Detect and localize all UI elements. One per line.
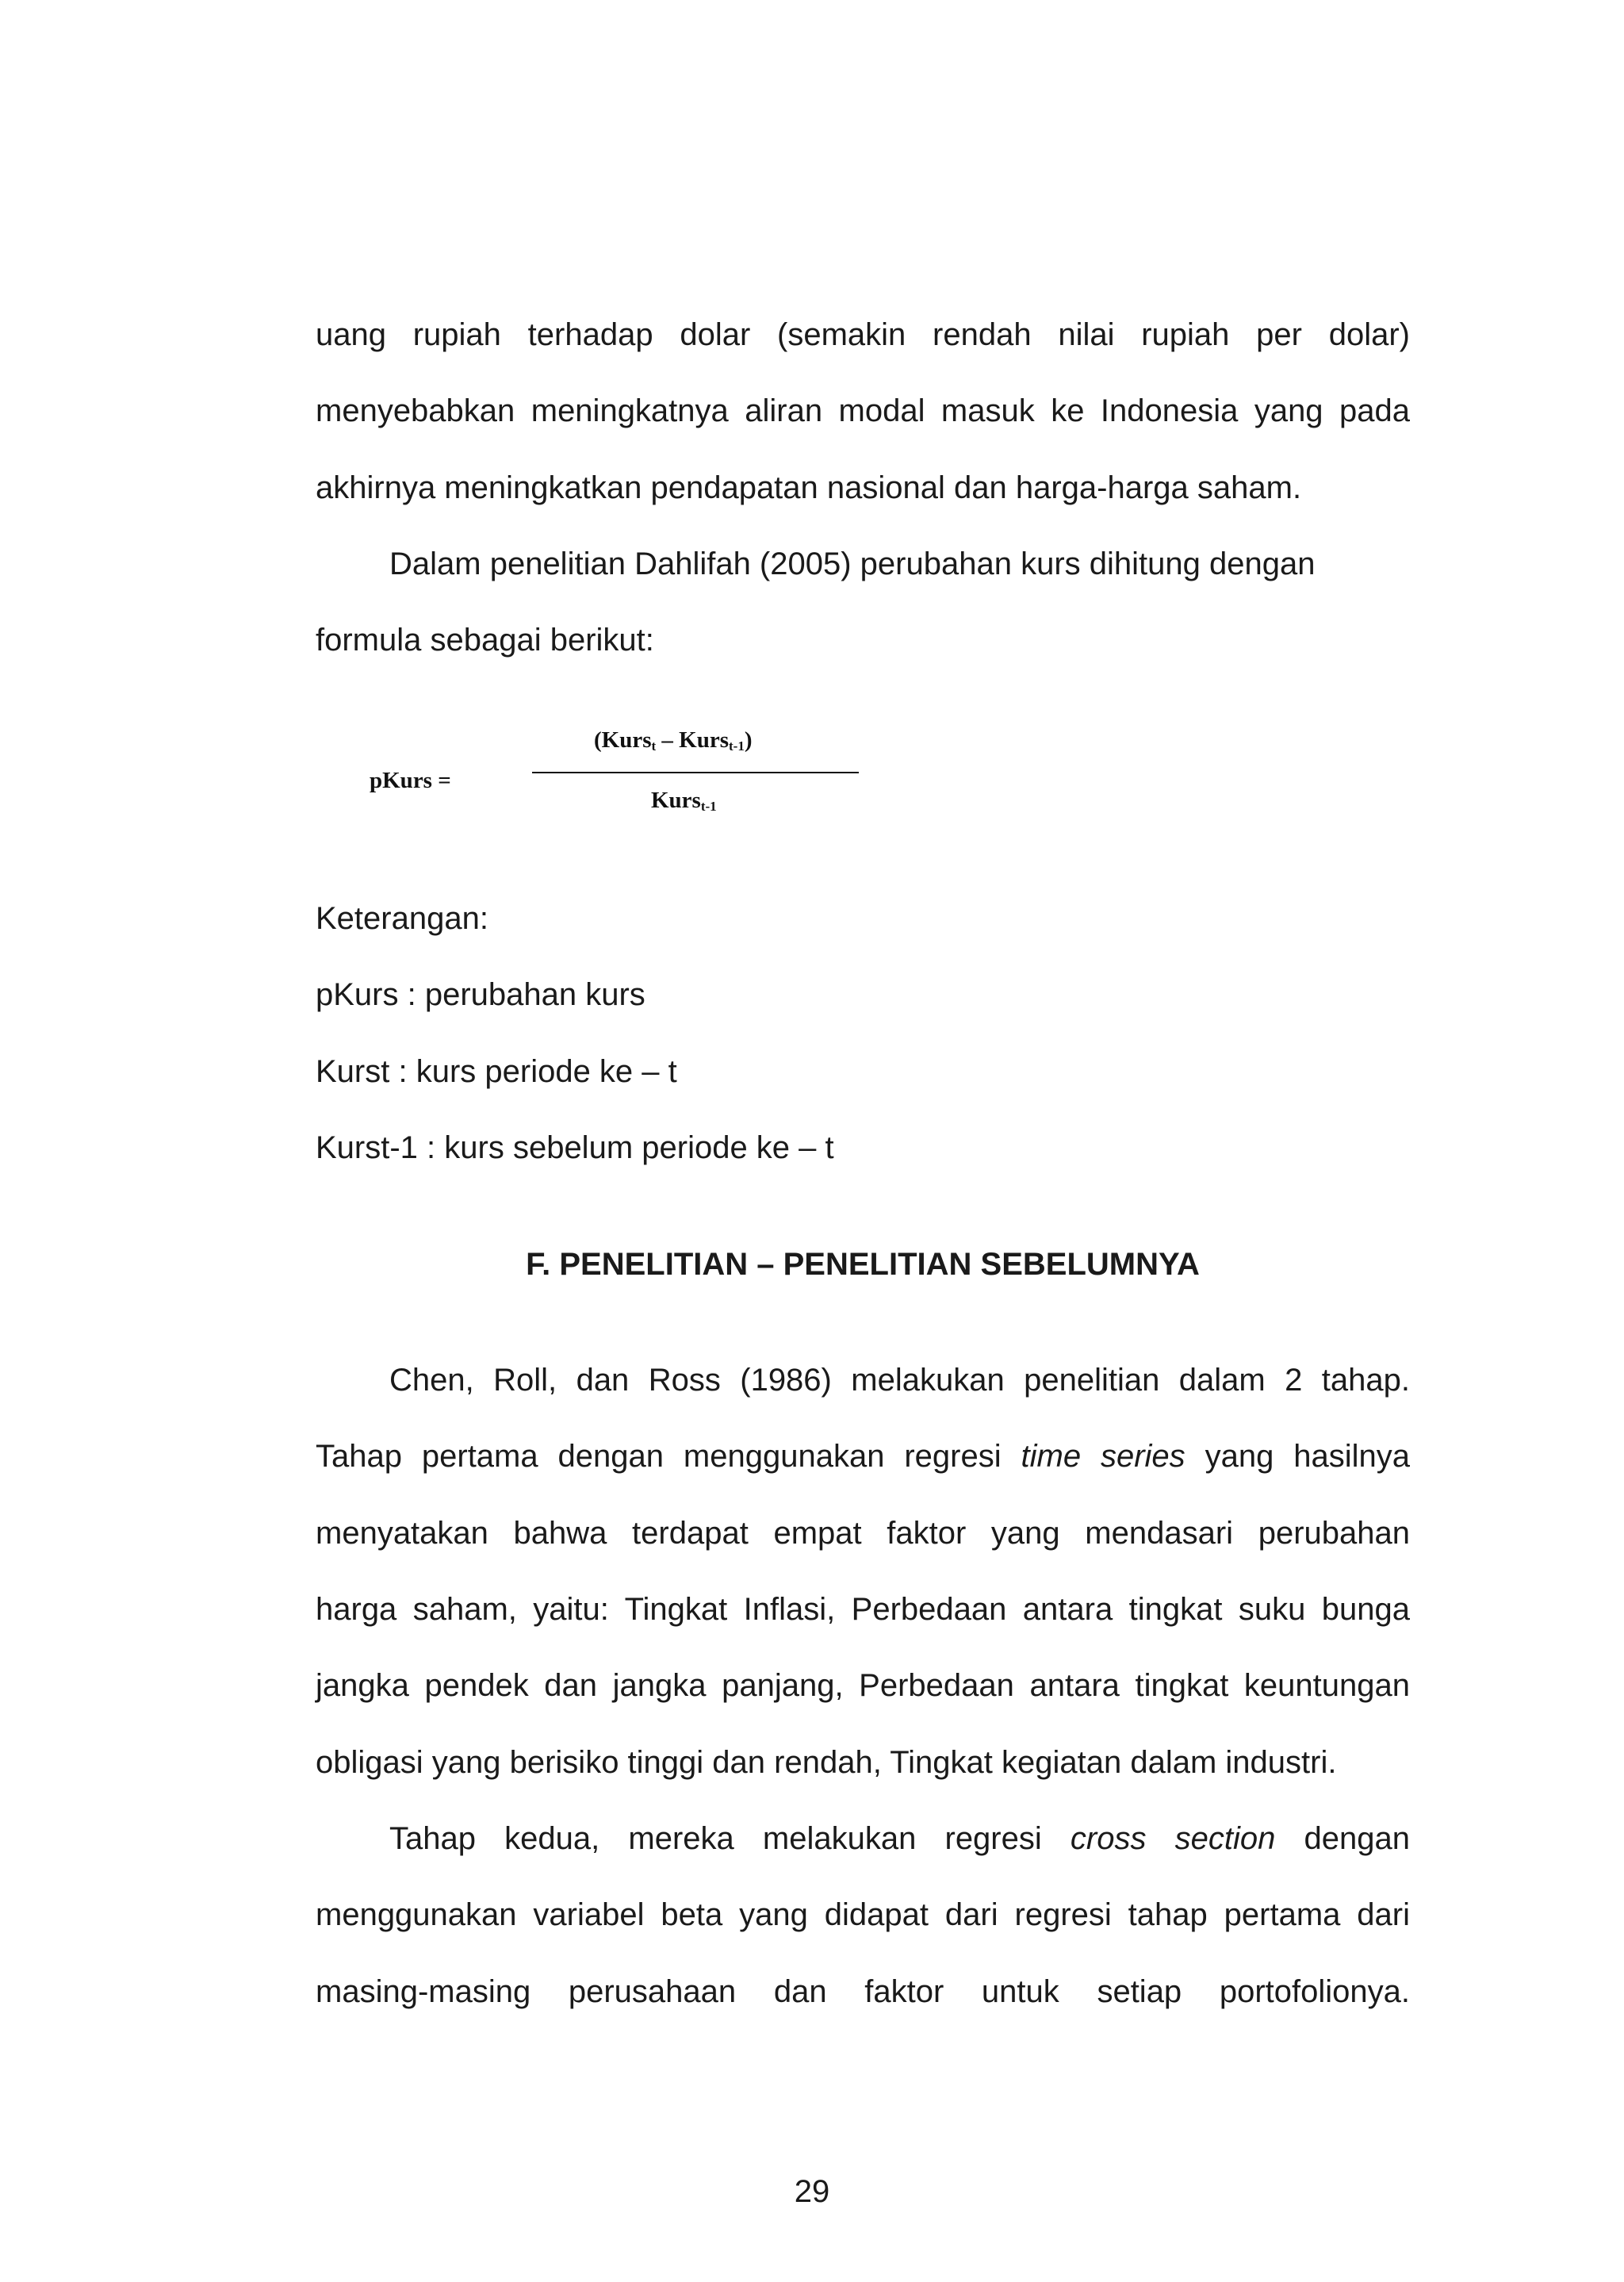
fraction-bar (532, 772, 859, 773)
formula-numerator (594, 727, 753, 754)
formula-text: ) (744, 727, 753, 753)
paragraph-line: jangka pendek dan jangka panjang, Perbedaan antara tingkat keuntungan (316, 1668, 1410, 1703)
legend-item: Kurst : kurs periode ke – t (316, 1054, 677, 1089)
paragraph-line: menyatakan bahwa terdapat empat faktor yang mendasari perubahan (316, 1516, 1410, 1551)
paragraph-line (389, 1820, 1410, 1858)
formula-subscript: t-1 (700, 799, 717, 814)
italic-term: cross section (1070, 1821, 1276, 1856)
formula-denominator (651, 788, 717, 815)
paragraph-line: Chen, Roll, dan Ross (1986) melakukan penelitian dalam 2 tahap. (389, 1363, 1410, 1398)
paragraph-line: uang rupiah terhadap dolar (semakin rendah nilai rupiah per dolar) (316, 317, 1410, 352)
paragraph-line: formula sebagai berikut: (316, 623, 654, 658)
text-span: Tahap pertama dengan menggunakan regresi (316, 1439, 1021, 1474)
legend-title: Keterangan: (316, 901, 488, 936)
formula-subscript: t (651, 738, 657, 754)
text-span: dengan (1275, 1821, 1411, 1856)
text-span: Tahap kedua, mereka melakukan regresi (389, 1821, 1071, 1856)
formula-subscript: t-1 (729, 738, 745, 754)
paragraph-line: Dalam penelitian Dahlifah (2005) perubahan kurs dihitung dengan (389, 547, 1316, 581)
section-heading: F. PENELITIAN – PENELITIAN SEBELUMNYA (526, 1247, 1200, 1282)
text-span: yang hasilnya (1185, 1439, 1410, 1474)
legend-item: pKurs : perubahan kurs (316, 977, 645, 1012)
page-number: 29 (794, 2174, 830, 2209)
italic-term: time series (1021, 1439, 1185, 1474)
formula-lhs: pKurs = (370, 768, 451, 793)
paragraph-line: harga saham, yaitu: Tingkat Inflasi, Perbedaan antara tingkat suku bunga (316, 1592, 1410, 1627)
formula-text: – Kurs (656, 727, 730, 753)
legend-item: Kurst-1 : kurs sebelum periode ke – t (316, 1130, 834, 1165)
formula-text: (Kurs (594, 727, 652, 753)
paragraph-line (316, 1437, 1410, 1475)
paragraph-line: akhirnya meningkatkan pendapatan nasional dan harga-harga saham. (316, 470, 1302, 505)
paragraph-line: obligasi yang berisiko tinggi dan rendah, Tingkat kegiatan dalam industri. (316, 1745, 1337, 1780)
formula-text: Kurs (651, 788, 701, 813)
paragraph-line: menyebabkan meningkatnya aliran modal masuk ke Indonesia yang pada (316, 393, 1410, 428)
paragraph-line: menggunakan variabel beta yang didapat dari regresi tahap pertama dari (316, 1897, 1410, 1932)
paragraph-line: masing-masing perusahaan dan faktor untuk setiap portofolionya. (316, 1974, 1410, 2009)
